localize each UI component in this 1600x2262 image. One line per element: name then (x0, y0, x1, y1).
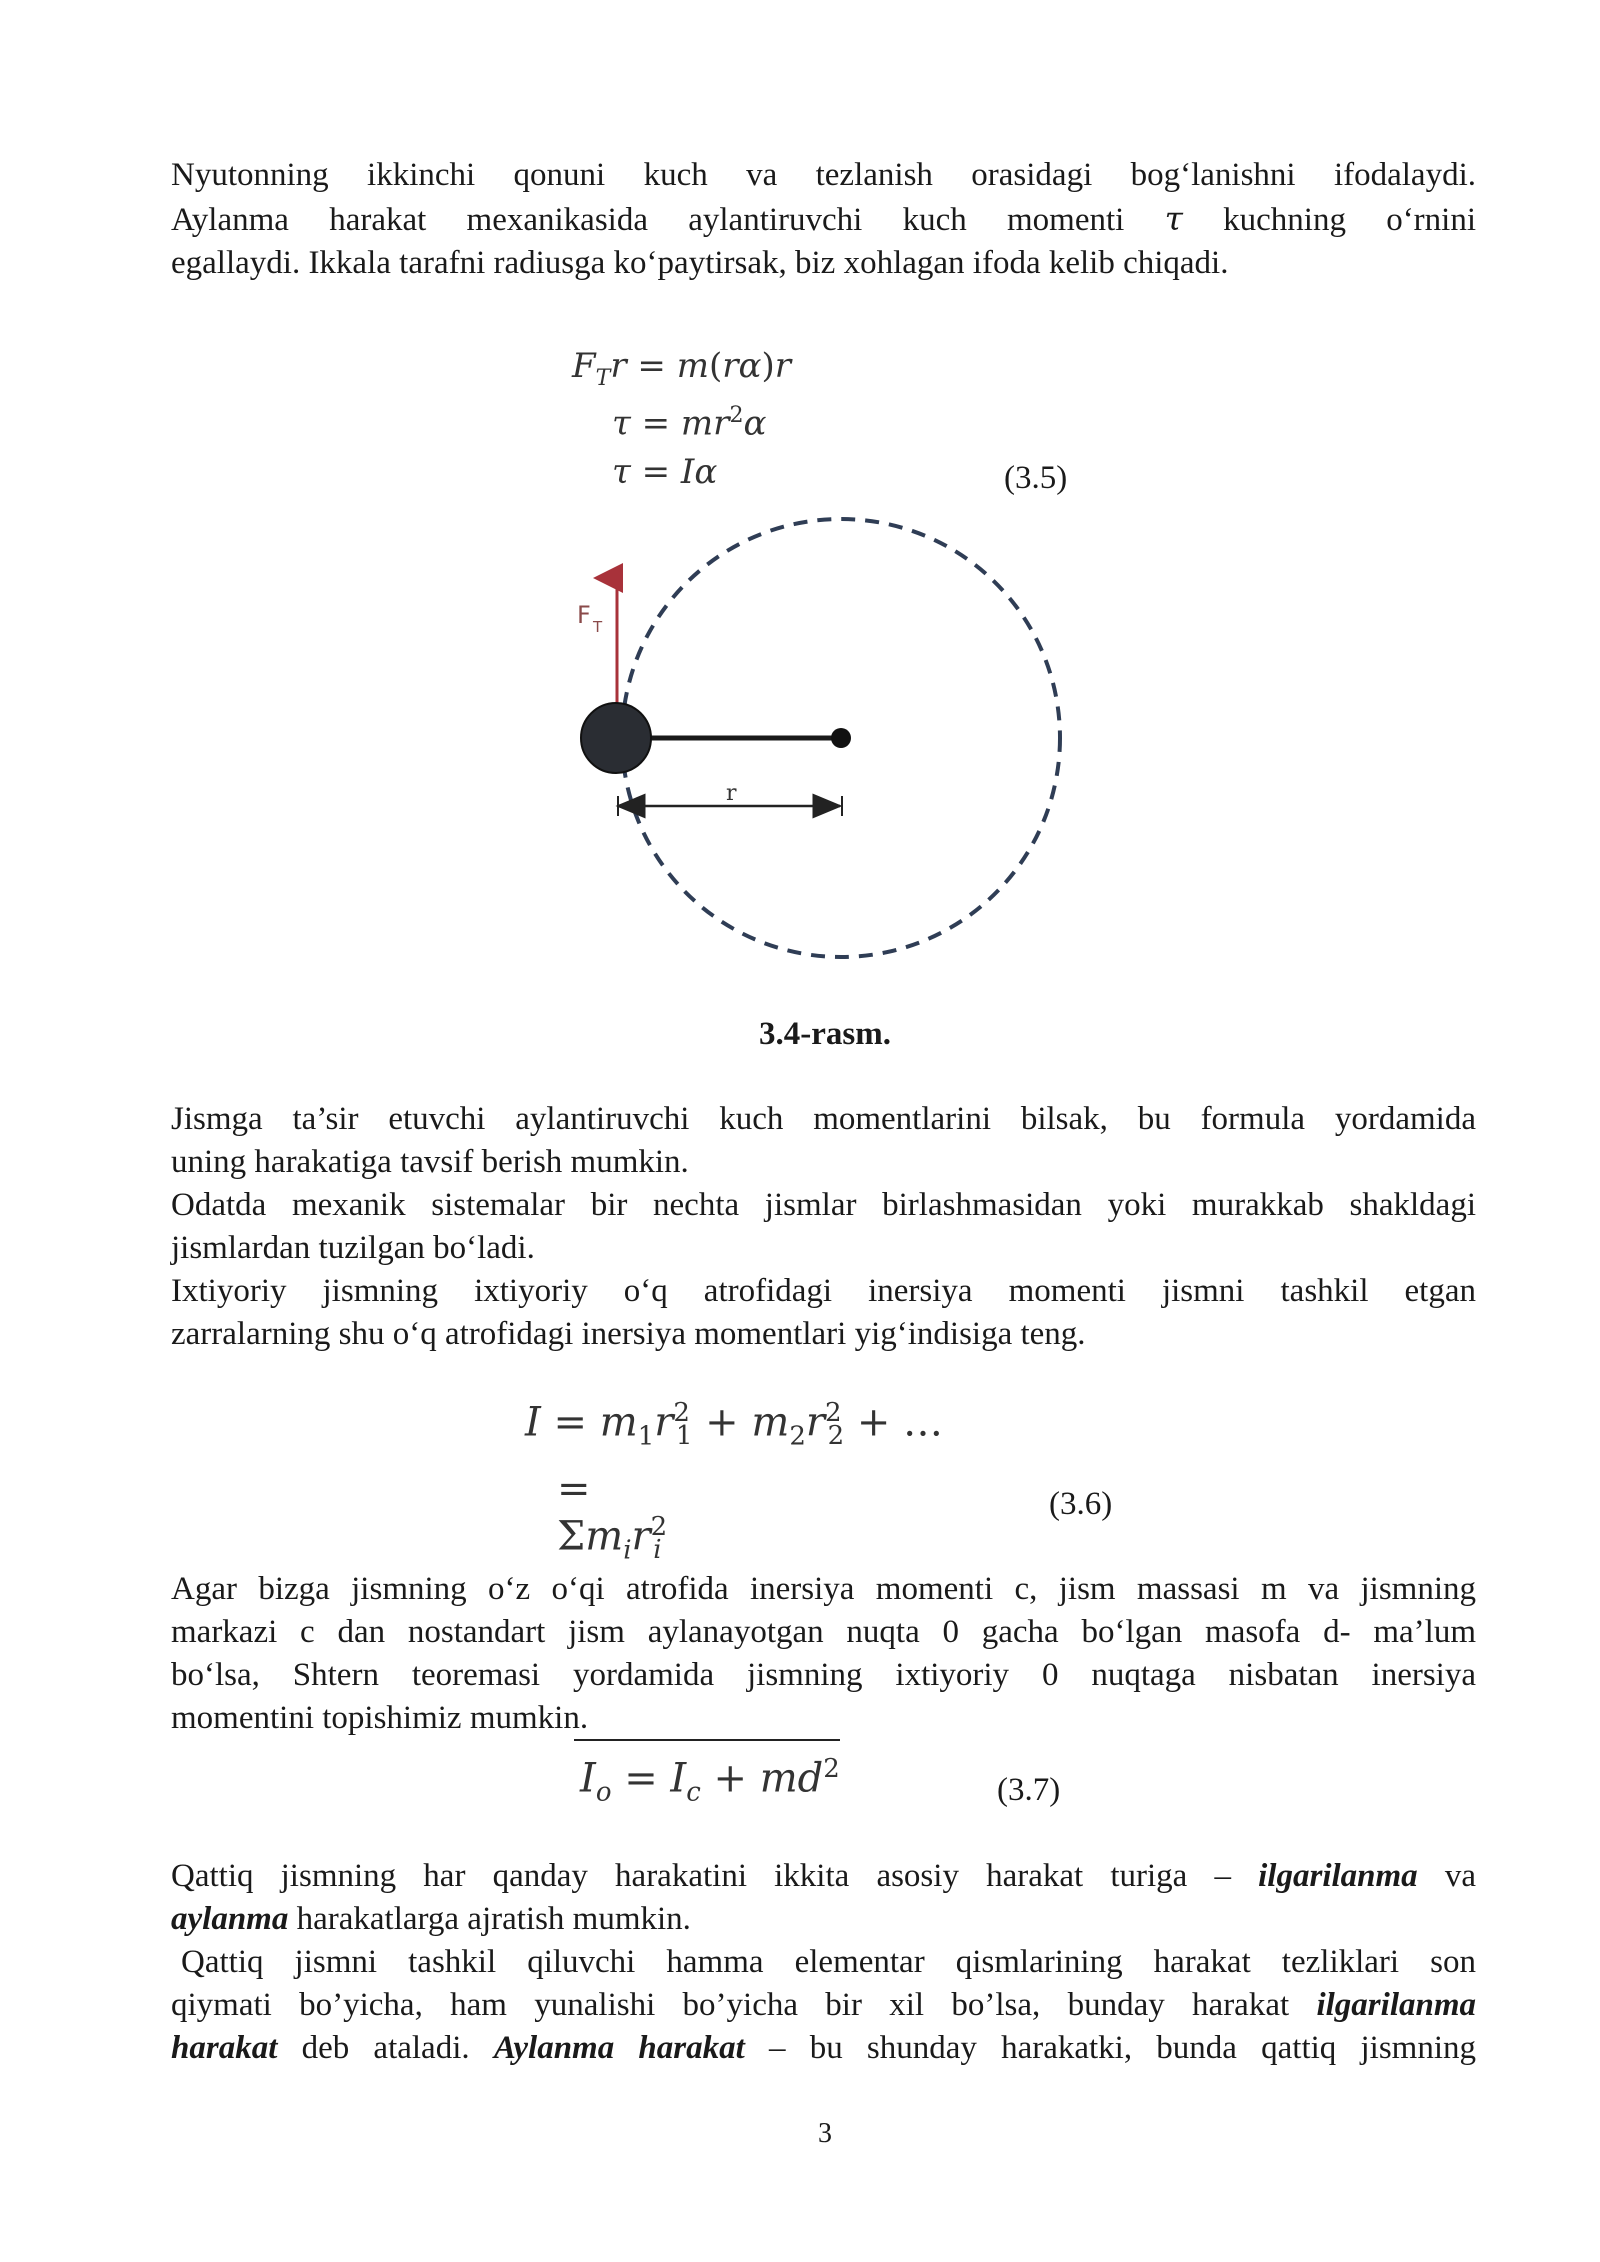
eq37-number: (3.7) (997, 1772, 1061, 1808)
para2-line-4: jismlardan tuzilgan bo‘ladi. (171, 1230, 535, 1266)
mass-ball (581, 703, 651, 773)
para2-line-5: Ixtiyoriy jismning ixtiyoriy o‘q atrofidagi inersiya momenti jismni tashkil etgan (171, 1273, 1476, 1309)
intro-line-1: Nyutonning ikkinchi qonuni kuch va tezlanish orasidagi bog‘lanishni ifodalaydi. (171, 157, 1476, 193)
figure-caption: 3.4-rasm. (759, 1016, 891, 1052)
eq36-line-1: $I = m_1r^2_1 + m_2r^2_2$ + … (525, 1398, 944, 1452)
para3-line-1: Agar bizga jismning o‘z o‘qi atrofida inersiya momenti c, jism massasi m va jismning (171, 1571, 1476, 1607)
tau-symbol: τ (1164, 199, 1183, 238)
paragraph-2 (171, 1098, 1476, 1356)
para4-line-2: aylanma harakatlarga ajratish mumkin. (171, 1901, 691, 1937)
para3-line-2: markazi c dan nostandart jism aylanayotgan nuqta 0 gacha bo‘lgan masofa d- ma’lum (171, 1614, 1476, 1650)
eq35-line-3: τ = Iα (612, 452, 718, 492)
para4-line-1: Qattiq jismning har qanday harakatini ikkita asosiy harakat turiga – ilgarilanma va (171, 1858, 1476, 1894)
eq36-number: (3.6) (1049, 1486, 1113, 1522)
paragraph-3 (171, 1568, 1476, 1740)
radius-label: r (726, 781, 737, 806)
para4-line-4: qiymati bo’yicha, ham yunalishi bo’yicha bir xil bo’lsa, bunday harakat ilgarilanma (171, 1987, 1477, 2023)
para3-line-3: bo‘lsa, Shtern teoremasi yordamida jismning ixtiyoriy 0 nuqtaga nisbatan inersiya (171, 1657, 1476, 1693)
paragraph-4 (171, 1855, 1476, 2070)
force-label: F (577, 601, 591, 629)
rotation-figure (560, 500, 1080, 970)
eq37-formula: $I_o = I_c + md^2$ (580, 1754, 840, 1808)
para2-line-2: uning harakatiga tavsif berish mumkin. (171, 1144, 689, 1180)
para3-line-4: momentini topishimiz mumkin. (171, 1700, 589, 1736)
eq35-number: (3.5) (1004, 460, 1068, 496)
para2-line-3: Odatda mexanik sistemalar bir nechta jismlar birlashmasidan yoki murakkab shakldagi (171, 1187, 1476, 1223)
intro-paragraph (171, 154, 1476, 285)
page-number: 3 (818, 2118, 832, 2149)
center-point (831, 728, 851, 748)
para4-line-5: harakat deb ataladi. Aylanma harakat – bu shunday harakatki, bunda qattiq jismning (171, 2030, 1477, 2066)
eq36-line-2: = $\Sigma m_ir^2_i$ (557, 1466, 668, 1566)
eq35-line-2: $\tau = mr^2\alpha$ (612, 402, 767, 444)
eq37-rule (574, 1739, 840, 1741)
para2-line-6: zarralarning shu o‘q atrofidagi inersiya momentlari yig‘indisiga teng. (171, 1316, 1086, 1352)
intro-line-3: egallaydi. Ikkala tarafni radiusga ko‘paytirsak, biz xohlagan ifoda kelib chiqadi. (171, 245, 1229, 281)
para2-line-1: Jismga ta’sir etuvchi aylantiruvchi kuch momentlarini bilsak, bu formula yordamida (171, 1101, 1476, 1137)
para4-line-3: Qattiq jismni tashkil qiluvchi hamma elementar qismlarining harakat tezliklari son (181, 1944, 1476, 1980)
intro-line-2: Aylanma harakat mexanikasida aylantiruvchi kuch momenti τ kuchning o‘rnini (171, 199, 1477, 238)
eq35-line-1: $F_Tr = m(r\alpha)r$ (572, 346, 791, 391)
force-label-sub: T (593, 618, 603, 636)
